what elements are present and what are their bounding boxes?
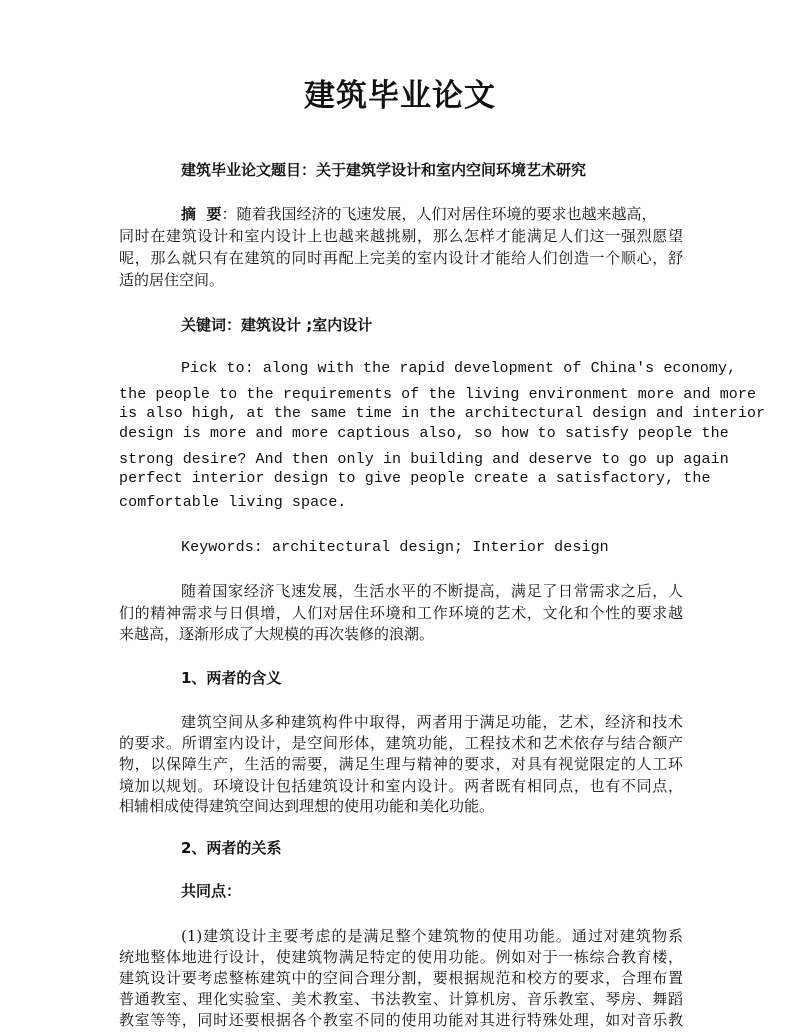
keywords-cn: 关键词：建筑设计 ;室内设计 [181, 316, 373, 334]
keywords-en: Keywords: architectural design; Interior design [181, 539, 609, 556]
english-abstract-line: perfect interior design to give people create a satisfactory, the [119, 470, 711, 487]
english-abstract-line: design is more and more captious also, so how to satisfy people the [119, 425, 729, 442]
abstract-label: 摘 要 [181, 205, 222, 223]
section2-line: 统地整体地进行设计，使建筑物满足特定的使用功能。例如对于一栋综合教育楼， [119, 948, 683, 966]
section1-line: 境加以规划。环境设计包括建筑设计和室内设计。两者既有相同点，也有不同点， [119, 777, 683, 795]
abstract-line: 摘 要：随着我国经济的飞速发展，人们对居住环境的要求也越来越高， [181, 205, 657, 223]
thesis-subtitle: 建筑毕业论文题目：关于建筑学设计和室内空间环境艺术研究 [181, 161, 587, 179]
section1-line: 建筑空间从多种建筑构件中取得，两者用于满足功能，艺术，经济和技术 [181, 713, 683, 731]
abstract-line: 同时在建筑设计和室内设计上也越来越挑剔，那么怎样才能满足人们这一强烈愿望 [119, 227, 683, 245]
section1-line: 的要求。所谓室内设计，是空间形体，建筑功能，工程技术和艺术依存与结合额产 [119, 734, 683, 752]
intro-line: 们的精神需求与日俱增，人们对居住环境和工作环境的艺术，文化和个性的要求越 [119, 604, 683, 622]
section1-line: 相辅相成使得建筑空间达到理想的使用功能和美化功能。 [119, 797, 495, 815]
intro-line: 随着国家经济飞速发展，生活水平的不断提高，满足了日常需求之后，人 [181, 582, 683, 600]
english-abstract-line: Pick to: along with the rapid development of China's economy, [181, 360, 737, 377]
section2-heading: 2、两者的关系 [181, 839, 282, 857]
section1-heading: 1、两者的含义 [181, 669, 282, 687]
abstract-line: 适的居住空间。 [119, 271, 225, 289]
section2-line: 普通教室、理化实验室、美术教室、书法教室、计算机房、音乐教室、琴房、舞蹈 [119, 990, 683, 1008]
section2-line: 教室等等，同时还要根据各个教室不同的使用功能对其进行特殊处理，如对音乐教 [119, 1011, 683, 1029]
section1-line: 物，以保障生产，生活的需要，满足生理与精神的要求，对具有视觉限定的人工环 [119, 755, 683, 773]
section2-line: 建筑设计要考虑整栋建筑中的空间合理分割，要根据规范和校方的要求，合理布置 [119, 969, 683, 987]
intro-line: 来越高，逐渐形成了大规模的再次装修的浪潮。 [119, 625, 435, 643]
abstract-line: 呢，那么就只有在建筑的同时再配上完美的室内设计才能给人们创造一个顺心，舒 [119, 249, 683, 267]
section2-line: (1)建筑设计主要考虑的是满足整个建筑物的使用功能。通过对建筑物系 [181, 927, 683, 945]
english-abstract-line: the people to the requirements of the living environment more and more [119, 386, 757, 403]
english-abstract-line: comfortable living space. [119, 494, 347, 511]
document-title: 建筑毕业论文 [304, 78, 496, 114]
english-abstract-line: is also high, at the same time in the architectural design and interior [119, 405, 766, 422]
section2-subheading: 共同点： [181, 882, 242, 900]
english-abstract-line: strong desire? And then only in building and deserve to go up again [119, 451, 729, 468]
